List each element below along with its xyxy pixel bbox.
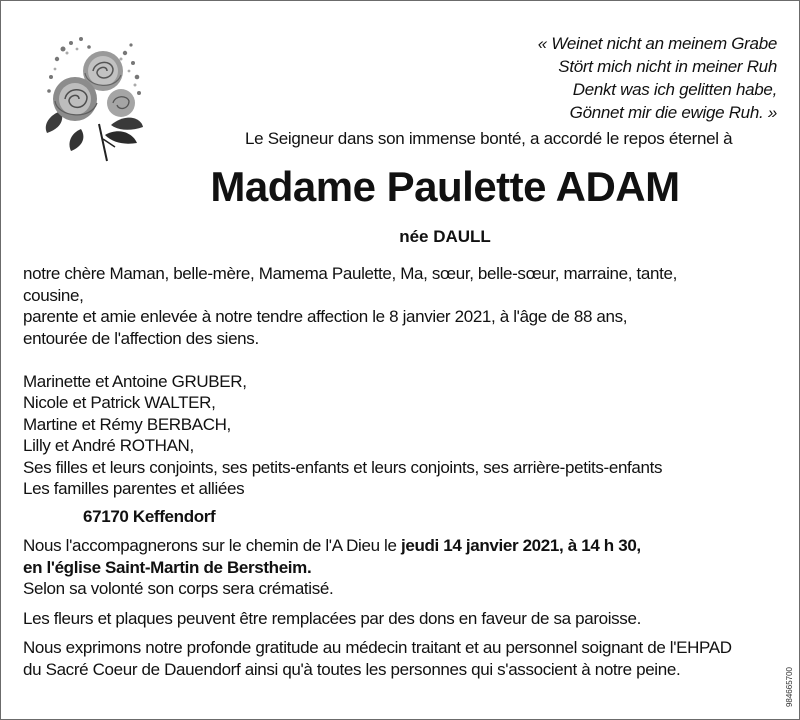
intro-text: Le Seigneur dans son immense bonté, a accordé le repos éternel à <box>245 129 733 148</box>
family-line: Marinette et Antoine GRUBER, <box>23 371 247 391</box>
poem-line: Stört mich nicht in meiner Ruh <box>558 57 777 76</box>
deceased-name: Madame Paulette ADAM <box>210 163 680 210</box>
family-line: Ses filles et leurs conjoints, ses petits-enfants et leurs conjoints, ses arrière-petits-enfants <box>23 457 663 477</box>
family-line: Nicole et Patrick WALTER, <box>23 393 216 412</box>
gratitude-line: du Sacré Coeur de Dauendorf ainsi qu'à toutes les personnes qui s'associent à notre peine. <box>23 659 681 679</box>
description-line: notre chère Maman, belle-mère, Mamema Paulette, Ma, sœur, belle-sœur, marraine, tante, <box>23 264 677 283</box>
family-line: Les familles parentes et alliées <box>23 479 245 498</box>
maiden-name: née DAULL <box>399 227 491 246</box>
family-line: Martine et Rémy BERBACH, <box>23 414 231 434</box>
description-line: cousine, <box>23 285 84 305</box>
poem-line: Denkt was ich gelitten habe, <box>572 80 777 99</box>
poem-line: Gönnet mir die ewige Ruh. » <box>569 103 777 122</box>
reference-number: 984665700 <box>785 666 794 707</box>
description-line: entourée de l'affection des siens. <box>23 328 259 348</box>
notice-body <box>23 263 777 680</box>
gratitude-line: Nous exprimons notre profonde gratitude au médecin traitant et au personnel soignant de l'EHPAD <box>23 638 732 657</box>
description-line: parente et amie enlevée à notre tendre affection le 8 janvier 2021, à l'âge de 88 ans, <box>23 307 628 326</box>
poem-line: « Weinet nicht an meinem Grabe <box>537 34 777 53</box>
ceremony-wish: Selon sa volonté son corps sera crématisé. <box>23 579 334 598</box>
family-line: Lilly et André ROTHAN, <box>23 436 194 455</box>
flowers-note: Les fleurs et plaques peuvent être remplacées par des dons en faveur de sa paroisse. <box>23 608 641 628</box>
ceremony-place: en l'église Saint-Martin de Berstheim. <box>23 557 312 577</box>
ceremony-datetime: jeudi 14 janvier 2021, à 14 h 30, <box>400 536 641 555</box>
address: 67170 Keffendorf <box>83 506 216 526</box>
poem-quote <box>538 32 777 124</box>
ceremony-line <box>23 535 777 557</box>
ceremony-lead: Nous l'accompagnerons sur le chemin de l'A Dieu le <box>23 536 401 555</box>
rose-bouquet-image <box>41 29 147 164</box>
